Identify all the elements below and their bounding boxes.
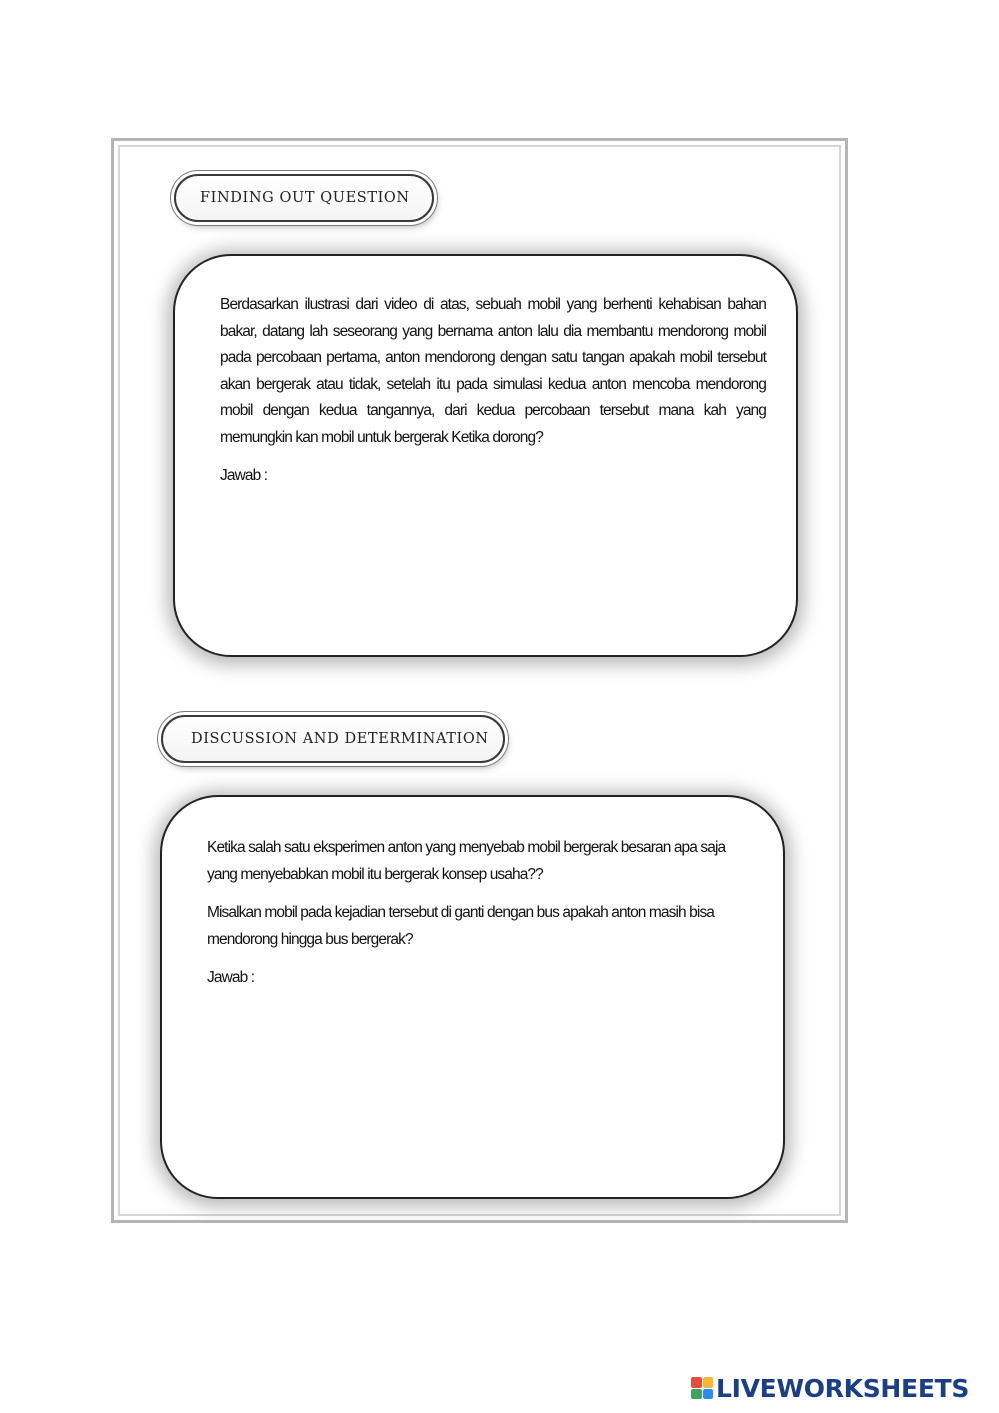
brand-text: LIVEWORKSHEETS (716, 1373, 970, 1403)
section-title-discussion: DISCUSSION AND DETERMINATION (191, 731, 489, 747)
logo-square-yellow (703, 1377, 714, 1388)
liveworksheets-brand (691, 1374, 969, 1402)
answer-label-1: Jawab : (220, 467, 268, 484)
section-title-pill-finding-out (174, 174, 434, 222)
question-card-2 (160, 795, 785, 1199)
question-card-1 (173, 254, 798, 657)
logo-square-red (691, 1377, 702, 1388)
section-title-pill-discussion (161, 715, 505, 763)
section-title-finding-out: FINDING OUT QUESTION (200, 190, 410, 206)
question-text-2b: Misalkan mobil pada kejadian tersebut di ganti dengan bus apakah anton masih bisa mendorong hingga bus bergerak? (207, 904, 715, 948)
logo-square-green (691, 1389, 702, 1400)
answer-label-2: Jawab : (207, 969, 255, 986)
question-text-2a: Ketika salah satu eksperimen anton yang menyebab mobil bergerak besaran apa saja yang menyebabkan mobil itu bergerak konsep usaha?? (207, 839, 726, 883)
logo-square-blue (703, 1389, 714, 1400)
question-text-1: Berdasarkan ilustrasi dari video di atas, sebuah mobil yang berhenti kehabisan bahan bakar, datang lah seseorang yang bernama anton lalu dia membantu mendorong mobil pada percobaan pertama, anton mendorong dengan satu tangan apakah mobil tersebut akan bergerak atau tidak, setelah itu pada simulasi kedua anton mencoba mendorong mobil dengan kedua tangannya, dari kedua percobaan tersebut mana kah yang memungkin kan mobil untuk bergerak Ketika dorong? (220, 296, 766, 446)
liveworksheets-logo-icon (691, 1377, 713, 1399)
